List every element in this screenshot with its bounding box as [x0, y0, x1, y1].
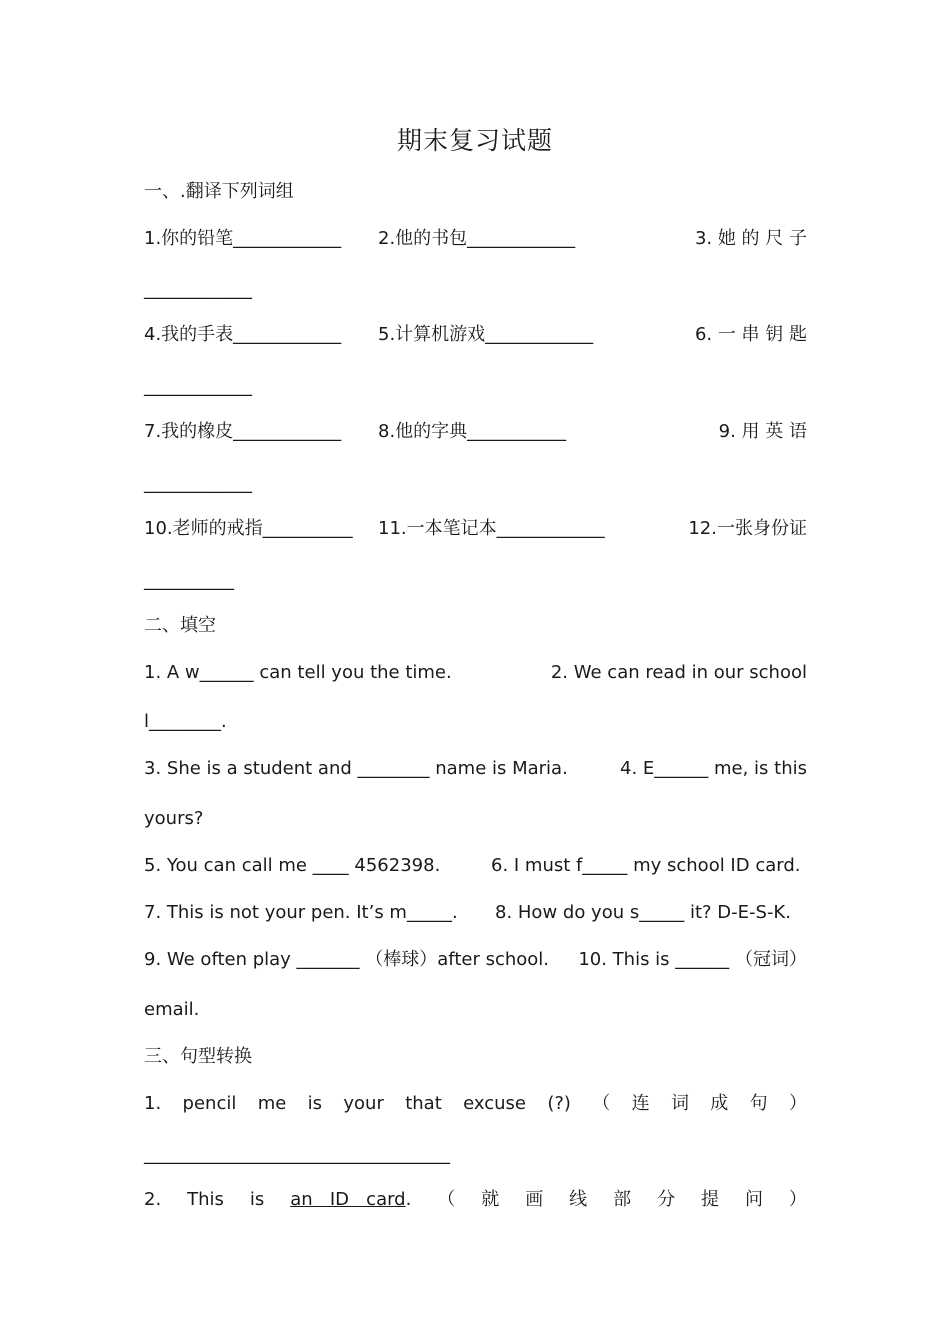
fill-q10: 10. This is ______ （冠词） — [578, 949, 807, 970]
fill-q2-cont: l________. — [144, 711, 227, 732]
transform-q1-word: pencil — [182, 1093, 237, 1114]
transform-q2-note: 部 — [613, 1189, 632, 1210]
transform-q2-note: ） — [788, 1189, 807, 1210]
item-3: 3. 她 的 尺 子 — [694, 228, 807, 249]
item-8: 8.他的字典___________ — [378, 421, 567, 442]
transform-q1-word: that — [405, 1093, 442, 1114]
transform-q1-word: (?) — [547, 1093, 571, 1114]
transform-q1-word: ） — [788, 1093, 807, 1114]
fill-row-1 — [144, 660, 807, 686]
section1-row-3 — [144, 419, 807, 445]
section2-heading: 二、填空 — [144, 615, 216, 636]
transform-q2-num: 2. — [144, 1189, 162, 1210]
section1-row-2 — [144, 322, 807, 348]
transform-q2-note: 分 — [657, 1189, 676, 1210]
item-7: 7.我的橡皮____________ — [144, 421, 342, 442]
fill-q9: 9. We often play _______ （棒球）after school. — [144, 949, 550, 970]
fill-row-5 — [144, 947, 807, 973]
transform-q1-word: excuse — [463, 1093, 526, 1114]
fill-row-2 — [144, 756, 807, 782]
item-4: 4.我的手表____________ — [144, 324, 342, 345]
transform-q2-word: is — [249, 1189, 265, 1210]
fill-q5: 5. You can call me ____ 4562398. — [144, 855, 441, 876]
fill-q6: 6. I must f_____ my school ID card. — [491, 855, 801, 876]
transform-q2-period: . — [405, 1189, 412, 1210]
underlined-phrase: an ID card — [290, 1189, 406, 1210]
fill-q10-cont: email. — [144, 999, 200, 1020]
item-11: 11.一本笔记本____________ — [378, 518, 605, 539]
transform-q1-word: 连 — [631, 1093, 650, 1114]
item-2: 2.他的书包____________ — [378, 228, 576, 249]
transform-q2-word: This — [187, 1189, 224, 1210]
item-6: 6. 一 串 钥 匙 — [694, 324, 807, 345]
page-title: 期末复习试题 — [396, 126, 553, 155]
transform-q1-word: 词 — [670, 1093, 689, 1114]
fill-row-3 — [144, 853, 807, 879]
transform-q1-word: （ — [592, 1093, 611, 1114]
fill-q8: 8. How do you s_____ it? D-E-S-K. — [495, 902, 791, 923]
section1-heading: 一、.翻译下列词组 — [144, 181, 294, 202]
transform-q1-word: 句 — [749, 1093, 768, 1114]
transform-q2-note: 问 — [744, 1189, 763, 1210]
item-12: 12.一张身份证 — [688, 518, 807, 539]
fill-row-4 — [144, 900, 807, 926]
transform-q1 — [144, 1091, 807, 1117]
item-6-blank: ____________ — [144, 376, 252, 397]
section1-row-4 — [144, 516, 807, 542]
transform-q1-word: me — [257, 1093, 287, 1114]
transform-q1-word: your — [343, 1093, 384, 1114]
item-9: 9. 用 英 语 — [718, 421, 807, 442]
transform-q1-word: 成 — [710, 1093, 729, 1114]
fill-q1: 1. A w______ can tell you the time. — [144, 662, 452, 683]
fill-q4: 4. E______ me, is this — [620, 758, 807, 779]
transform-q1-answer-line: __________________________________ — [144, 1144, 450, 1165]
transform-q2-note: （ — [437, 1189, 456, 1210]
fill-q3: 3. She is a student and ________ name is Maria. — [144, 758, 568, 779]
transform-q1-word: is — [307, 1093, 323, 1114]
transform-q2-note: 就 — [481, 1189, 500, 1210]
item-5: 5.计算机游戏____________ — [378, 324, 594, 345]
section1-row-1 — [144, 226, 807, 252]
section3-heading: 三、句型转换 — [144, 1046, 252, 1067]
transform-q2-note: 画 — [525, 1189, 544, 1210]
transform-q2 — [144, 1187, 807, 1213]
fill-q2: 2. We can read in our school — [550, 662, 807, 683]
item-10: 10.老师的戒指__________ — [144, 518, 353, 539]
transform-q1-word: 1. — [144, 1093, 162, 1114]
fill-q7: 7. This is not your pen. It’s m_____. — [144, 902, 458, 923]
transform-q2-note: 提 — [701, 1189, 720, 1210]
item-12-blank: __________ — [144, 570, 234, 591]
item-3-blank: ____________ — [144, 279, 252, 300]
item-1: 1.你的铅笔____________ — [144, 228, 342, 249]
transform-q2-note: 线 — [569, 1189, 588, 1210]
item-9-blank: ____________ — [144, 473, 252, 494]
fill-q4-cont: yours? — [144, 808, 204, 829]
